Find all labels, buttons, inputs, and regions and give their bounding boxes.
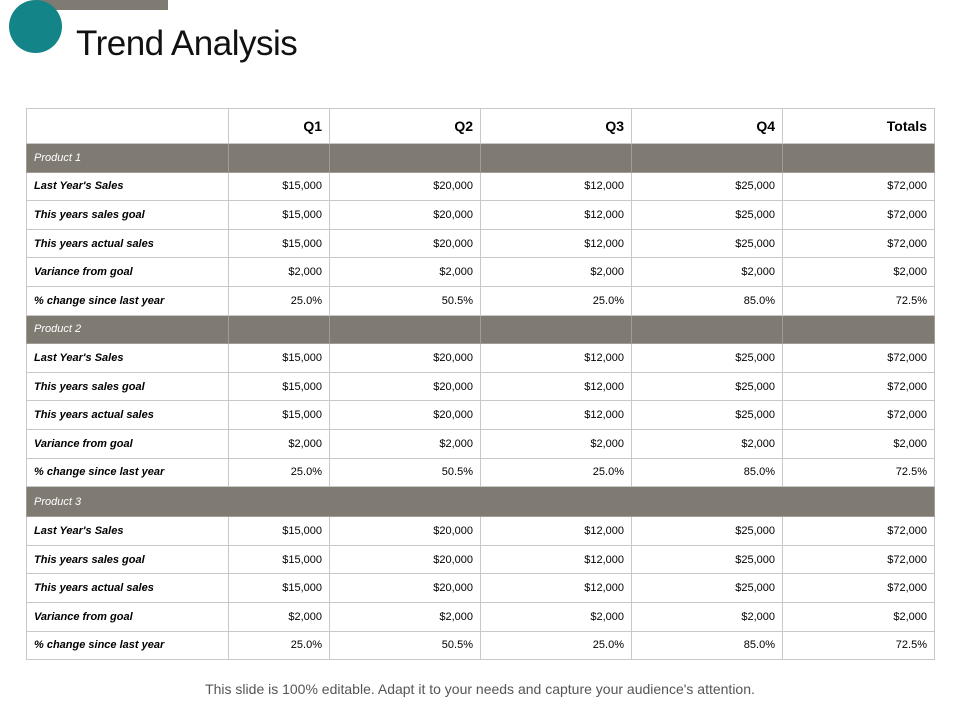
value-cell: $20,000: [330, 344, 481, 373]
value-cell: $20,000: [330, 401, 481, 430]
value-cell: $25,000: [632, 229, 783, 258]
value-cell: 85.0%: [632, 286, 783, 315]
header-q4: Q4: [632, 109, 783, 144]
value-cell: $12,000: [481, 172, 632, 201]
value-cell: 25.0%: [229, 458, 330, 487]
value-cell: $12,000: [481, 517, 632, 546]
value-cell: $20,000: [330, 574, 481, 603]
value-cell: $2,000: [481, 602, 632, 631]
value-cell: $12,000: [481, 545, 632, 574]
section-row: [27, 487, 935, 517]
row-label: Last Year's Sales: [27, 172, 229, 201]
section-cell: [632, 144, 783, 173]
value-cell: $15,000: [229, 201, 330, 230]
value-cell: $20,000: [330, 229, 481, 258]
table-row: [27, 429, 935, 458]
table-row: [27, 602, 935, 631]
value-cell: $2,000: [632, 258, 783, 287]
value-cell: $12,000: [481, 229, 632, 258]
value-cell: $25,000: [632, 574, 783, 603]
row-label: This years actual sales: [27, 401, 229, 430]
value-cell: $2,000: [783, 429, 935, 458]
table-row: [27, 229, 935, 258]
value-cell: $2,000: [481, 429, 632, 458]
value-cell: $12,000: [481, 401, 632, 430]
section-cell: [481, 144, 632, 173]
value-cell: $25,000: [632, 372, 783, 401]
row-label: % change since last year: [27, 631, 229, 660]
value-cell: $72,000: [783, 172, 935, 201]
table-row: [27, 401, 935, 430]
slide-title: Trend Analysis: [76, 24, 298, 63]
value-cell: $25,000: [632, 545, 783, 574]
value-cell: $2,000: [481, 258, 632, 287]
value-cell: $2,000: [632, 429, 783, 458]
table-header-row: [27, 109, 935, 144]
row-label: Variance from goal: [27, 258, 229, 287]
section-cell: [229, 315, 330, 344]
value-cell: 85.0%: [632, 631, 783, 660]
section-cell: [632, 315, 783, 344]
value-cell: $72,000: [783, 201, 935, 230]
value-cell: $20,000: [330, 372, 481, 401]
section-label: Product 3: [27, 487, 935, 517]
value-cell: 50.5%: [330, 286, 481, 315]
table-row: [27, 574, 935, 603]
value-cell: $2,000: [632, 602, 783, 631]
value-cell: $25,000: [632, 401, 783, 430]
table-row: [27, 545, 935, 574]
section-cell: [330, 315, 481, 344]
table-row: [27, 201, 935, 230]
row-label: This years actual sales: [27, 229, 229, 258]
value-cell: 72.5%: [783, 631, 935, 660]
row-label: Variance from goal: [27, 429, 229, 458]
header-q2: Q2: [330, 109, 481, 144]
value-cell: $2,000: [783, 258, 935, 287]
section-cell: [330, 144, 481, 173]
trend-table: [26, 108, 935, 660]
value-cell: 25.0%: [229, 631, 330, 660]
table-row: [27, 286, 935, 315]
value-cell: $12,000: [481, 344, 632, 373]
header-q1: Q1: [229, 109, 330, 144]
value-cell: $15,000: [229, 517, 330, 546]
value-cell: $2,000: [783, 602, 935, 631]
value-cell: 25.0%: [481, 286, 632, 315]
value-cell: $15,000: [229, 229, 330, 258]
value-cell: $15,000: [229, 344, 330, 373]
value-cell: $2,000: [229, 602, 330, 631]
row-label: % change since last year: [27, 458, 229, 487]
section-cell: [783, 315, 935, 344]
table-row: [27, 517, 935, 546]
value-cell: $20,000: [330, 517, 481, 546]
value-cell: $72,000: [783, 517, 935, 546]
value-cell: 25.0%: [481, 458, 632, 487]
value-cell: $72,000: [783, 344, 935, 373]
row-label: % change since last year: [27, 286, 229, 315]
value-cell: $2,000: [330, 429, 481, 458]
row-label: Variance from goal: [27, 602, 229, 631]
value-cell: $2,000: [330, 258, 481, 287]
value-cell: 50.5%: [330, 631, 481, 660]
value-cell: $2,000: [229, 258, 330, 287]
value-cell: 25.0%: [229, 286, 330, 315]
value-cell: $25,000: [632, 201, 783, 230]
value-cell: $25,000: [632, 517, 783, 546]
value-cell: $25,000: [632, 344, 783, 373]
value-cell: $2,000: [229, 429, 330, 458]
value-cell: $20,000: [330, 201, 481, 230]
table-row: [27, 631, 935, 660]
value-cell: $72,000: [783, 401, 935, 430]
header-corner: [27, 109, 229, 144]
header-q3: Q3: [481, 109, 632, 144]
value-cell: $20,000: [330, 172, 481, 201]
table-row: [27, 344, 935, 373]
value-cell: 72.5%: [783, 286, 935, 315]
row-label: Last Year's Sales: [27, 517, 229, 546]
value-cell: $15,000: [229, 172, 330, 201]
row-label: This years sales goal: [27, 372, 229, 401]
header-totals: Totals: [783, 109, 935, 144]
table-row: [27, 372, 935, 401]
row-label: This years sales goal: [27, 201, 229, 230]
value-cell: $15,000: [229, 574, 330, 603]
section-row: [27, 315, 935, 344]
table-row: [27, 172, 935, 201]
value-cell: $72,000: [783, 372, 935, 401]
row-label: Last Year's Sales: [27, 344, 229, 373]
row-label: This years actual sales: [27, 574, 229, 603]
section-cell: [783, 144, 935, 173]
value-cell: 72.5%: [783, 458, 935, 487]
accent-circle: [9, 0, 62, 53]
value-cell: $15,000: [229, 401, 330, 430]
value-cell: $72,000: [783, 545, 935, 574]
value-cell: 50.5%: [330, 458, 481, 487]
value-cell: 25.0%: [481, 631, 632, 660]
value-cell: $20,000: [330, 545, 481, 574]
table-row: [27, 458, 935, 487]
table-row: [27, 258, 935, 287]
value-cell: 85.0%: [632, 458, 783, 487]
row-label: This years sales goal: [27, 545, 229, 574]
section-row: [27, 144, 935, 173]
value-cell: $2,000: [330, 602, 481, 631]
value-cell: $12,000: [481, 372, 632, 401]
value-cell: $15,000: [229, 545, 330, 574]
value-cell: $12,000: [481, 574, 632, 603]
section-cell: [481, 315, 632, 344]
section-label: Product 1: [27, 144, 229, 173]
value-cell: $12,000: [481, 201, 632, 230]
section-cell: [229, 144, 330, 173]
value-cell: $15,000: [229, 372, 330, 401]
footer-note: This slide is 100% editable. Adapt it to your needs and capture your audience's attention.: [205, 681, 755, 697]
value-cell: $72,000: [783, 574, 935, 603]
value-cell: $72,000: [783, 229, 935, 258]
section-label: Product 2: [27, 315, 229, 344]
value-cell: $25,000: [632, 172, 783, 201]
